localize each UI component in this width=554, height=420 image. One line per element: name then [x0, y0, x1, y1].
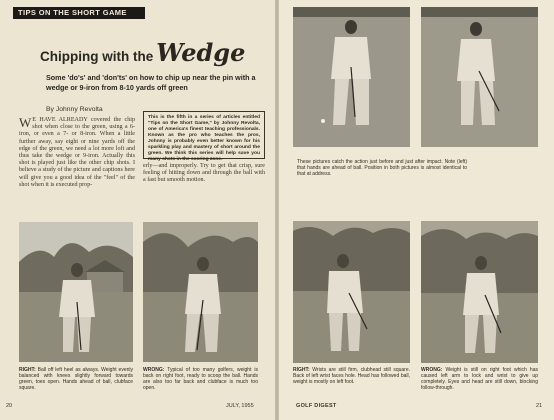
caption-left-1: [19, 367, 133, 391]
series-note-box: This is the fifth in a series of articles entitled "Tips on the Short Game," by Johnny Revolta, one of America's finest teaching professionals. Known as the pro who teaches the pros, Johnny is probably even better known for his sparkling play and mastery of short around the green. We think this series will help save you many shots in the scoring zone.: [143, 111, 265, 159]
caption-right-2-label: WRONG:: [421, 367, 443, 373]
caption-right-1-text: Wrists are still firm, clubhead still square. Back of left wrist faces hole. Head has followed ball, weight is mostly on left foot.: [293, 367, 411, 385]
article-deck: Some 'do's' and 'don'ts' on how to chip up near the pin with a wedge or 9-iron from 8-10 yards off green: [46, 73, 256, 92]
title-script: Wedge: [156, 38, 246, 67]
caption-right-top: These pictures catch the action just before and just after impact. Note (left) that hands are ahead of ball. Position in both pictures is almost identical to that at address.: [297, 159, 467, 177]
caption-right-2: [421, 367, 538, 391]
photo-right-wrong-followthrough: [421, 221, 538, 363]
drop-cap: W: [19, 115, 32, 130]
body-col1-text: E HAVE ALREADY covered the chip shot when close to the green, using a 6-iron, or even a 7- or 8-iron. When a little further away, say eight or nine yards off the edge of the green, we need a lot more loft and thus take the wedge or 9-iron. Actually this shot is played just like the other chip shots. I believe a study of the picture and captions here will give you a good idea of the "feel" of the shot when it is executed prop-: [19, 117, 135, 188]
photo-left-right-address: [19, 222, 133, 362]
folio-left-number: 20: [6, 403, 13, 409]
photo-left-wrong-address: [143, 222, 258, 362]
title-prefix: Chipping with the: [40, 49, 154, 64]
folio-right-magazine: GOLF DIGEST: [296, 403, 337, 409]
photo-right-right-followthrough: [293, 221, 410, 363]
photo-right-before-impact: [293, 7, 410, 147]
folio-left-date: JULY, 1955: [226, 403, 254, 409]
folio-right-number: 21: [536, 403, 543, 409]
caption-right-1-label: RIGHT:: [293, 367, 310, 373]
body-column-2: erly—and improperly. Try to get that crisp, sure feeling of hitting down and through the ball with a fast but smooth motion.: [143, 163, 265, 184]
byline: By Johnny Revolta: [46, 106, 103, 113]
caption-left-2: [143, 367, 258, 391]
caption-left-1-text: Ball off left heel as always. Weight evenly balanced with knees slightly forward towards green, toes open. Hands ahead of ball, clubface square.: [19, 367, 134, 391]
article-title: [40, 38, 270, 68]
photo-right-after-impact: [421, 7, 538, 147]
section-tag: TIPS ON THE SHORT GAME: [13, 7, 145, 19]
caption-left-2-label: WRONG:: [143, 367, 165, 373]
caption-right-2-text: Weight is still on right foot which has caused left arm to lock and wrist to give up completely. Eyes and head are still down, blocking follow-through.: [421, 367, 538, 391]
caption-left-2-text: Typical of too many golfers, weight is back on right foot, ready to scoop the ball. Hands are also too far back and clubface is much too open.: [143, 367, 258, 391]
page-gutter: [275, 0, 279, 420]
body-column-1: [19, 117, 135, 189]
caption-left-1-label: RIGHT:: [19, 367, 36, 373]
caption-right-1: [293, 367, 410, 385]
